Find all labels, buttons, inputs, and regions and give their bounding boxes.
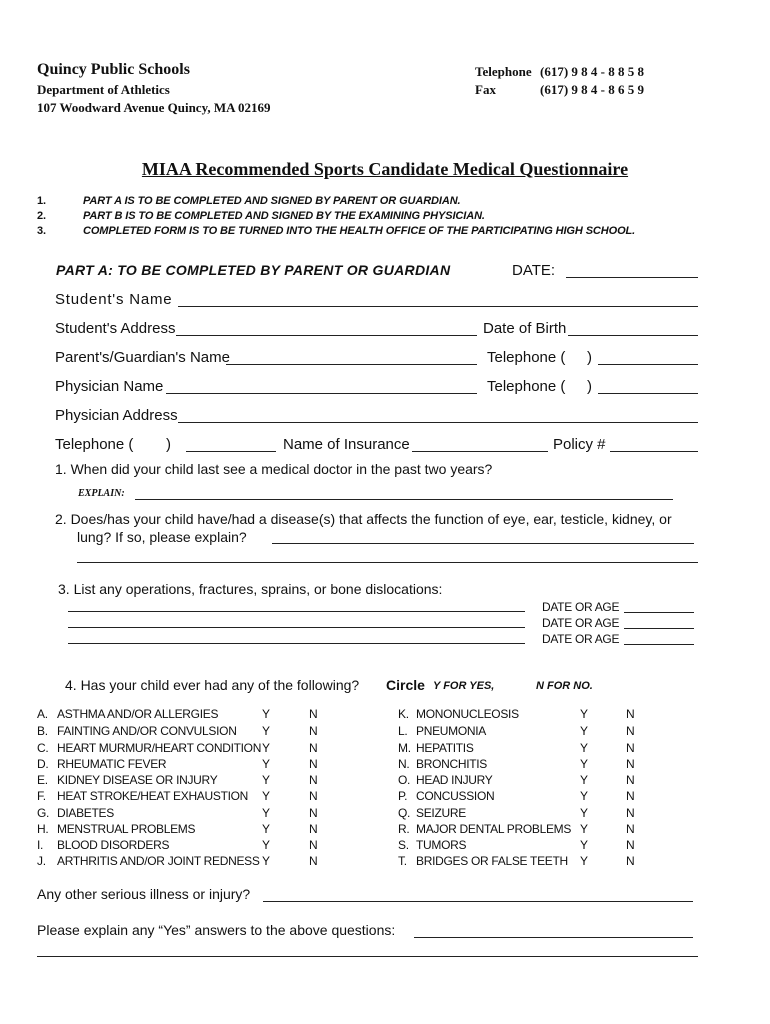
no-option[interactable]: N [309, 806, 318, 820]
date-of-birth-label: Date of Birth [483, 320, 567, 337]
yes-option[interactable]: Y [262, 806, 271, 820]
circle-label: Circle [386, 677, 425, 693]
condition-name: FAINTING AND/OR CONVULSION [57, 724, 237, 738]
no-option[interactable]: N [626, 789, 635, 803]
no-option[interactable]: N [309, 773, 318, 787]
physician-address-label: Physician Address [55, 407, 178, 424]
question-2-continued: lung? If so, please explain? [77, 529, 247, 545]
condition-name: HEART MURMUR/HEART CONDITION [57, 741, 262, 755]
no-option[interactable]: N [626, 741, 635, 755]
date-or-age-input-2[interactable] [624, 628, 694, 629]
no-option[interactable]: N [626, 838, 635, 852]
fax-label: Fax [475, 82, 496, 97]
school-name: Quincy Public Schools [37, 61, 190, 78]
condition-name: MENSTRUAL PROBLEMS [57, 822, 196, 836]
yes-option[interactable]: Y [580, 789, 589, 803]
y-for-yes-label: Y FOR YES, [433, 680, 495, 692]
yes-option[interactable]: Y [580, 854, 589, 868]
date-or-age-label: DATE OR AGE [542, 600, 620, 614]
condition-name: PNEUMONIA [416, 724, 486, 738]
physician-telephone-input[interactable] [598, 393, 698, 394]
condition-name: ASTHMA AND/OR ALLERGIES [57, 707, 219, 721]
instruction-number: 3. [37, 225, 46, 237]
condition-letter: P. [398, 789, 408, 803]
question-4: 4. Has your child ever had any of the following? [65, 677, 360, 693]
yes-option[interactable]: Y [262, 838, 271, 852]
no-option[interactable]: N [309, 822, 318, 836]
no-option[interactable]: N [309, 757, 318, 771]
yes-option[interactable]: Y [262, 773, 271, 787]
condition-name: RHEUMATIC FEVER [57, 757, 167, 771]
condition-name: SEIZURE [416, 806, 466, 820]
yes-option[interactable]: Y [580, 741, 589, 755]
insurance-name-input[interactable] [412, 451, 548, 452]
student-name-input[interactable] [178, 306, 698, 307]
no-option[interactable]: N [626, 854, 635, 868]
question-1-explain-input[interactable] [135, 499, 673, 500]
question-2-explain-input[interactable] [272, 543, 694, 544]
condition-name: MONONUCLEOSIS [416, 707, 519, 721]
condition-letter: C. [37, 741, 49, 755]
yes-option[interactable]: Y [262, 822, 271, 836]
condition-letter: O. [398, 773, 411, 787]
condition-name: KIDNEY DISEASE OR INJURY [57, 773, 218, 787]
condition-letter: M. [398, 741, 411, 755]
no-option[interactable]: N [309, 854, 318, 868]
date-or-age-input-1[interactable] [624, 612, 694, 613]
condition-letter: B. [37, 724, 48, 738]
condition-letter: R. [398, 822, 410, 836]
question-2: 2. Does/has your child have/had a disease(s) that affects the function of eye, ear, testicle, kidney, or [55, 511, 672, 527]
question-2-explain-input-2[interactable] [77, 562, 698, 563]
condition-name: HEAT STROKE/HEAT EXHAUSTION [57, 789, 249, 803]
condition-letter: E. [37, 773, 48, 787]
condition-letter: A. [37, 707, 48, 721]
no-option[interactable]: N [309, 789, 318, 803]
condition-letter: H. [37, 822, 49, 836]
operations-input-3[interactable] [68, 643, 525, 644]
insurance-telephone-input[interactable] [186, 451, 276, 452]
date-or-age-label: DATE OR AGE [542, 632, 620, 646]
condition-name: BRIDGES OR FALSE TEETH [416, 854, 568, 868]
other-illness-input[interactable] [263, 901, 693, 902]
explain-label: EXPLAIN: [78, 488, 125, 499]
condition-name: ARTHRITIS AND/OR JOINT REDNESS [57, 854, 260, 868]
fax-number: (617) 9 8 4 - 8 6 5 9 [540, 82, 644, 97]
telephone-label: Telephone [475, 64, 532, 79]
condition-name: HEPATITIS [416, 741, 474, 755]
policy-input[interactable] [610, 451, 698, 452]
parent-name-input[interactable] [226, 364, 477, 365]
telephone-close-paren: ) [587, 378, 592, 395]
instruction-number: 2. [37, 210, 46, 222]
no-option[interactable]: N [626, 707, 635, 721]
no-option[interactable]: N [309, 724, 318, 738]
question-3: 3. List any operations, fractures, sprains, or bone dislocations: [58, 581, 443, 597]
other-illness-label: Any other serious illness or injury? [37, 886, 251, 902]
yes-option[interactable]: Y [580, 773, 589, 787]
student-address-label: Student's Address [55, 320, 176, 337]
yes-option[interactable]: Y [580, 838, 589, 852]
student-address-input[interactable] [176, 335, 477, 336]
condition-letter: D. [37, 757, 49, 771]
condition-name: BLOOD DISORDERS [57, 838, 170, 852]
date-input[interactable] [566, 277, 698, 278]
part-a-heading: PART A: TO BE COMPLETED BY PARENT OR GUARDIAN [56, 262, 451, 278]
condition-letter: L. [398, 724, 408, 738]
instruction-number: 1. [37, 195, 46, 207]
question-1: 1. When did your child last see a medical doctor in the past two years? [55, 461, 493, 477]
no-option[interactable]: N [626, 724, 635, 738]
insurance-telephone-label: Telephone ( [55, 436, 134, 453]
telephone-number: (617) 9 8 4 - 8 8 5 8 [540, 64, 644, 79]
telephone-close-paren: ) [166, 436, 171, 453]
date-or-age-input-3[interactable] [624, 644, 694, 645]
school-address: 107 Woodward Avenue Quincy, MA 02169 [37, 100, 271, 115]
operations-input-1[interactable] [68, 611, 525, 612]
condition-letter: I. [37, 838, 44, 852]
date-label: DATE: [512, 262, 556, 279]
condition-letter: T. [398, 854, 407, 868]
condition-letter: K. [398, 707, 409, 721]
no-option[interactable]: N [309, 741, 318, 755]
condition-letter: J. [37, 854, 46, 868]
explain-yes-label: Please explain any “Yes” answers to the above questions: [37, 922, 396, 938]
physician-name-label: Physician Name [55, 378, 164, 395]
student-name-label: Student's Name [55, 291, 173, 308]
condition-letter: F. [37, 789, 46, 803]
explain-yes-input-2[interactable] [37, 956, 698, 957]
explain-yes-input[interactable] [414, 937, 693, 938]
condition-name: DIABETES [57, 806, 114, 820]
instruction-text: PART A IS TO BE COMPLETED AND SIGNED BY PARENT OR GUARDIAN. [83, 195, 461, 207]
condition-letter: Q. [398, 806, 411, 820]
telephone-close-paren: ) [587, 349, 592, 366]
condition-letter: N. [398, 757, 410, 771]
yes-option[interactable]: Y [580, 757, 589, 771]
yes-option[interactable]: Y [580, 806, 589, 820]
insurance-name-label: Name of Insurance [283, 436, 410, 453]
form-title: MIAA Recommended Sports Candidate Medical Questionnaire [141, 159, 629, 179]
yes-option[interactable]: Y [580, 724, 589, 738]
no-option[interactable]: N [626, 822, 635, 836]
yes-option[interactable]: Y [580, 822, 589, 836]
department-name: Department of Athletics [37, 82, 170, 97]
no-option[interactable]: N [309, 707, 318, 721]
physician-telephone-label: Telephone ( [487, 378, 566, 395]
yes-option[interactable]: Y [262, 707, 271, 721]
yes-option[interactable]: Y [580, 707, 589, 721]
parent-name-label: Parent's/Guardian's Name [55, 349, 230, 366]
no-option[interactable]: N [309, 838, 318, 852]
yes-option[interactable]: Y [262, 741, 271, 755]
no-option[interactable]: N [626, 757, 635, 771]
condition-name: CONCUSSION [416, 789, 495, 803]
condition-name: HEAD INJURY [416, 773, 493, 787]
parent-telephone-label: Telephone ( [487, 349, 566, 366]
instruction-text: COMPLETED FORM IS TO BE TURNED INTO THE HEALTH OFFICE OF THE PARTICIPATING HIGH SCHOOL. [83, 225, 636, 237]
yes-option[interactable]: Y [262, 724, 271, 738]
policy-label: Policy # [553, 436, 606, 453]
date-or-age-label: DATE OR AGE [542, 616, 620, 630]
yes-option[interactable]: Y [262, 757, 271, 771]
condition-letter: S. [398, 838, 409, 852]
condition-name: BRONCHITIS [416, 757, 488, 771]
parent-telephone-input[interactable] [598, 364, 698, 365]
yes-option[interactable]: Y [262, 789, 271, 803]
operations-input-2[interactable] [68, 627, 525, 628]
physician-address-input[interactable] [178, 422, 698, 423]
condition-letter: G. [37, 806, 50, 820]
physician-name-input[interactable] [166, 393, 477, 394]
yes-option[interactable]: Y [262, 854, 271, 868]
no-option[interactable]: N [626, 773, 635, 787]
n-for-no-label: N FOR NO. [536, 680, 593, 692]
date-of-birth-input[interactable] [568, 335, 698, 336]
condition-name: MAJOR DENTAL PROBLEMS [416, 822, 572, 836]
instruction-text: PART B IS TO BE COMPLETED AND SIGNED BY THE EXAMINING PHYSICIAN. [83, 210, 485, 222]
no-option[interactable]: N [626, 806, 635, 820]
condition-name: TUMORS [416, 838, 467, 852]
